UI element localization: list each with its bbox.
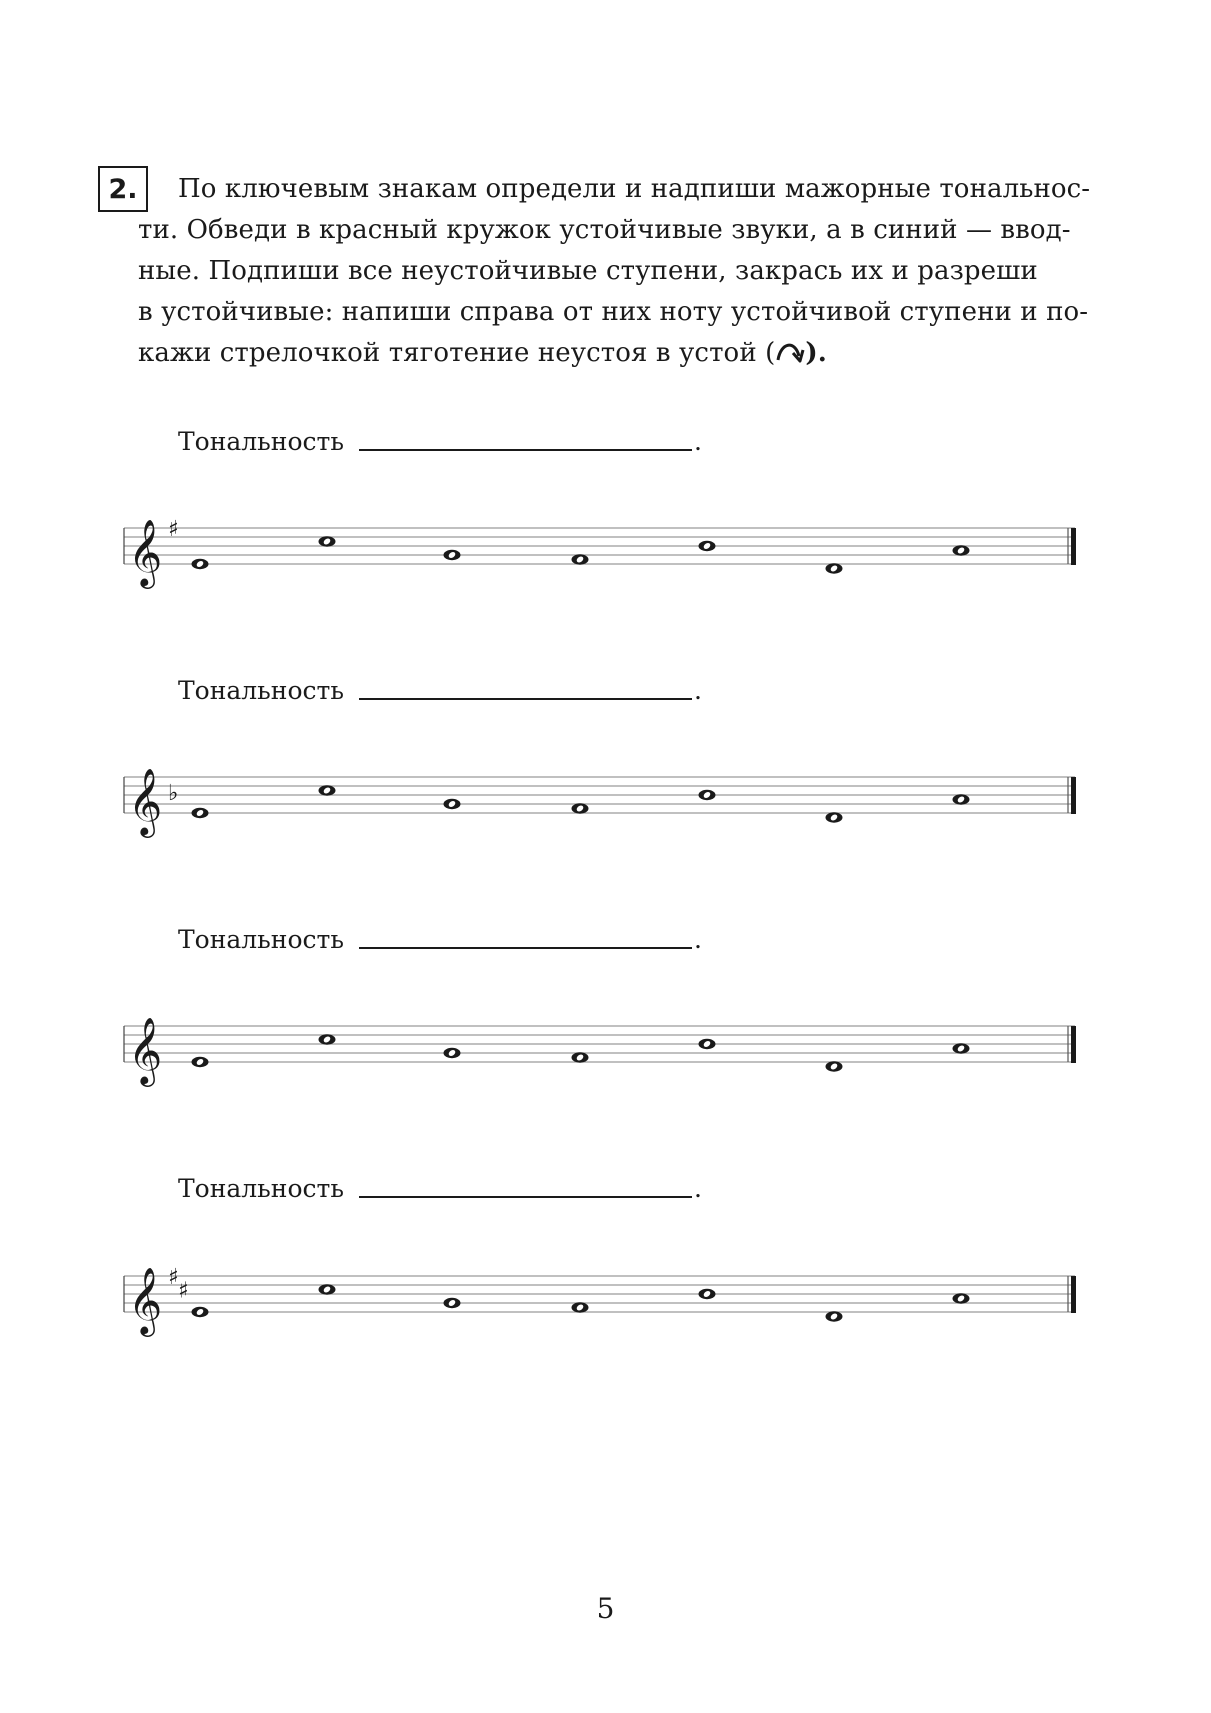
task-number: 2. — [98, 166, 148, 212]
instruction-line-4: в устойчивые: напиши справа от них ноту устойчивой ступени и по- — [138, 297, 1089, 327]
whole-note-icon — [572, 803, 589, 813]
whole-note-icon — [699, 790, 716, 800]
whole-note-icon — [572, 554, 589, 564]
whole-note-icon — [699, 1289, 716, 1299]
whole-note-icon — [319, 536, 336, 546]
key-answer-blank[interactable] — [359, 947, 692, 949]
key-label: Тональность — [178, 1174, 344, 1203]
whole-note-icon — [444, 1298, 461, 1308]
whole-note-icon — [319, 1034, 336, 1044]
treble-clef-icon: 𝄞 — [128, 518, 163, 586]
staff — [0, 988, 1211, 1108]
whole-note-icon — [319, 785, 336, 795]
instruction-line-3: ные. Подпиши все неустойчивые ступени, закрась их и разреши — [138, 256, 1038, 286]
key-answer-blank[interactable] — [359, 449, 692, 451]
instruction-line-2: ти. Обведи в красный кружок устойчивые звуки, а в синий — ввод- — [138, 215, 1071, 245]
instruction-line-5-tail: ). — [805, 338, 827, 368]
sharp-icon: ♯ — [178, 1278, 189, 1304]
whole-note-icon — [953, 794, 970, 804]
whole-note-icon — [444, 799, 461, 809]
whole-note-icon — [572, 1302, 589, 1312]
key-label: Тональность — [178, 427, 344, 456]
whole-note-icon — [192, 559, 209, 569]
treble-clef-icon: 𝄞 — [128, 1016, 163, 1084]
whole-note-icon — [699, 1039, 716, 1049]
whole-note-icon — [444, 1048, 461, 1058]
final-barline — [1071, 528, 1076, 565]
key-answer-dot: . — [694, 1174, 702, 1203]
treble-clef-icon: 𝄞 — [128, 767, 163, 835]
staff — [0, 490, 1211, 610]
flat-icon: ♭ — [168, 781, 179, 806]
whole-note-icon — [826, 563, 843, 573]
sharp-icon: ♯ — [168, 517, 179, 542]
final-barline — [1071, 777, 1076, 814]
whole-note-icon — [192, 808, 209, 818]
key-answer-dot: . — [694, 925, 702, 954]
whole-note-icon — [192, 1057, 209, 1067]
key-answer-blank[interactable] — [359, 1196, 692, 1198]
whole-note-icon — [192, 1307, 209, 1317]
whole-note-icon — [953, 1293, 970, 1303]
final-barline — [1071, 1276, 1076, 1313]
whole-note-icon — [953, 545, 970, 555]
whole-note-icon — [826, 1311, 843, 1321]
tendency-arrow-icon — [775, 336, 805, 366]
whole-note-icon — [826, 812, 843, 822]
key-answer-blank[interactable] — [359, 698, 692, 700]
key-answer-dot: . — [694, 676, 702, 705]
instruction-line-1: По ключевым знакам определи и надпиши мажорные тональнос- — [178, 174, 1091, 204]
whole-note-icon — [699, 541, 716, 551]
key-label: Тональность — [178, 676, 344, 705]
page-number: 5 — [596, 1592, 615, 1625]
whole-note-icon — [319, 1284, 336, 1294]
whole-note-icon — [953, 1043, 970, 1053]
instruction-line-5-text: кажи стрелочкой тяготение неустоя в устой ( — [138, 338, 776, 368]
whole-note-icon — [444, 550, 461, 560]
final-barline — [1071, 1026, 1076, 1063]
staff — [0, 739, 1211, 859]
key-label: Тональность — [178, 925, 344, 954]
whole-note-icon — [572, 1052, 589, 1062]
key-answer-dot: . — [694, 427, 702, 456]
staff — [0, 1238, 1211, 1358]
sharp-icon: ♯ — [168, 1265, 179, 1290]
instruction-line-5 — [138, 333, 827, 373]
whole-note-icon — [826, 1061, 843, 1071]
treble-clef-icon: 𝄞 — [128, 1266, 163, 1334]
